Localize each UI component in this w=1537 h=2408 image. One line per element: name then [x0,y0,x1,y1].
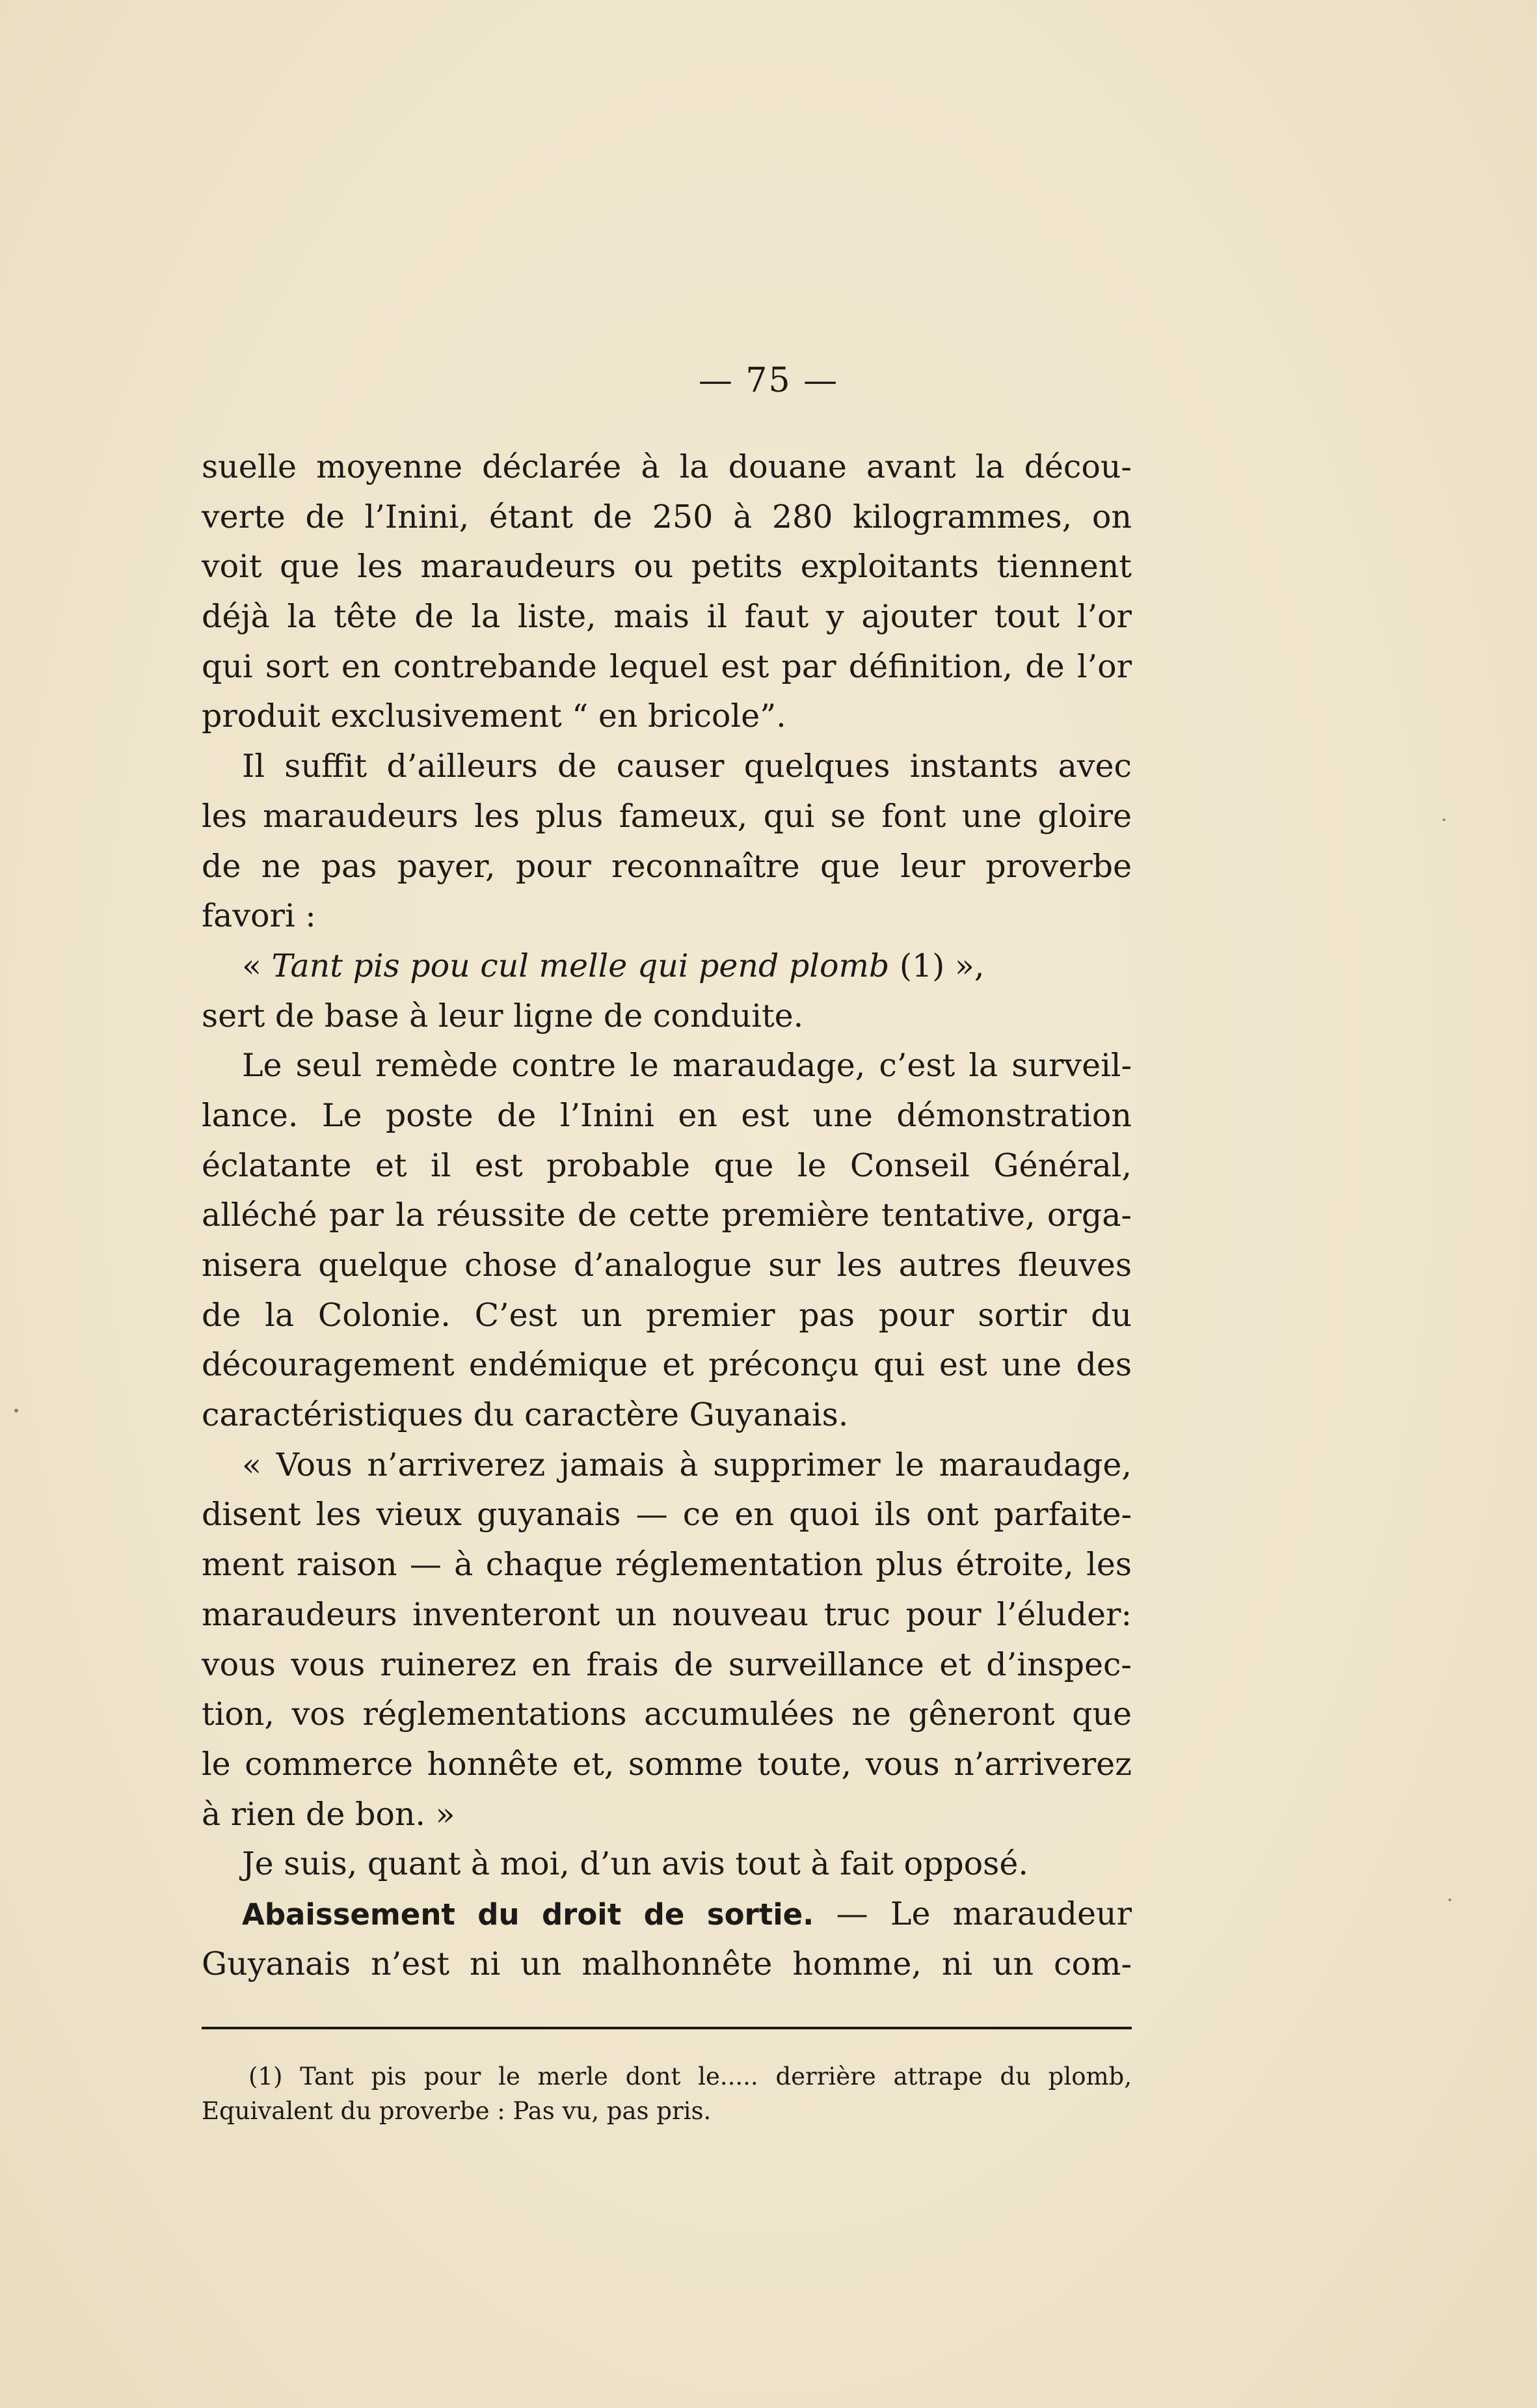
text-line: Guyanais n’est ni un malhonnête homme, ni un com- [202,1945,1132,1982]
text-line: Il suffit d’ailleurs de causer quelques instants avec [242,748,1132,785]
text-line: Je suis, quant à moi, d’un avis tout à fait opposé. [242,1845,1028,1883]
text-line: maraudeurs inventeront un nouveau truc pour l’éluder: [202,1595,1132,1633]
text-line: vous vous ruinerez en frais de surveillance et d’inspec- [202,1645,1132,1683]
proverb-line [202,941,1132,992]
paper-speck [1443,818,1445,821]
footnote-line: (1) Tant pis pour le merle dont le..... derrière attrape du plomb, [248,2063,1132,2090]
page-number: — 75 — [698,361,839,400]
body-text [202,442,1132,1989]
text-line: éclatante et il est probable que le Conseil Général, [202,1146,1132,1184]
text-line: produit exclusivement “ en bricole”. [202,697,786,735]
text-line: à rien de bon. » [202,1795,455,1833]
text-line: nisera quelque chose d’analogue sur les autres fleuves [202,1247,1132,1284]
text-line: sert de base à leur ligne de conduite. [202,997,804,1035]
text-line: disent les vieux guyanais — ce en quoi ils ont parfaite- [202,1496,1132,1534]
text-line: favori : [202,897,316,935]
text-line: alléché par la réussite de cette première tentative, orga- [202,1197,1132,1234]
text-line: de la Colonie. C’est un premier pas pour sortir du [202,1296,1132,1334]
footnotes [202,2059,1132,2128]
footnote-rule [202,2027,1132,2029]
paper-speck [14,1409,18,1413]
footnote-line: Equivalent du proverbe : Pas vu, pas pris. [202,2097,712,2125]
text-line: Le seul remède contre le maraudage, c’est la surveil- [242,1047,1132,1085]
text-line: le commerce honnête et, somme toute, vous n’arriverez [202,1745,1132,1783]
footnote-reference: (1) », [889,947,985,984]
text-line: caractéristiques du caractère Guyanais. [202,1396,849,1434]
text-line: « Vous n’arriverez jamais à supprimer le maraudage, [242,1446,1132,1483]
text-line: lance. Le poste de l’Inini en est une démonstration [202,1096,1132,1134]
text-line: suelle moyenne déclarée à la douane avant la décou- [202,448,1132,485]
text-line: verte de l’Inini, étant de 250 à 280 kilogrammes, on [202,498,1132,535]
text-line: qui sort en contrebande lequel est par définition, de l’or [202,647,1132,685]
text-line: les maraudeurs les plus fameux, qui se font une gloire [202,797,1132,835]
text-line: ment raison — à chaque réglementation plus étroite, les [202,1546,1132,1584]
section-heading-line [202,1889,1132,1940]
text-line: voit que les maraudeurs ou petits exploitants tiennent [202,548,1132,586]
proverb-italic: Tant pis pou cul melle qui pend plomb [261,947,890,984]
section-heading: Abaissement du droit de sortie. [242,1897,814,1932]
text-run: — Le maraudeur [814,1895,1132,1932]
open-quote: « [242,947,261,984]
paper-speck [1449,1899,1451,1901]
text-line: déjà la tête de la liste, mais il faut y ajouter tout l’or [202,598,1132,636]
text-line: découragement endémique et préconçu qui est une des [202,1346,1132,1384]
text-line: de ne pas payer, pour reconnaître que leur proverbe [202,847,1132,885]
text-line: tion, vos réglementations accumulées ne gêneront que [202,1696,1132,1733]
